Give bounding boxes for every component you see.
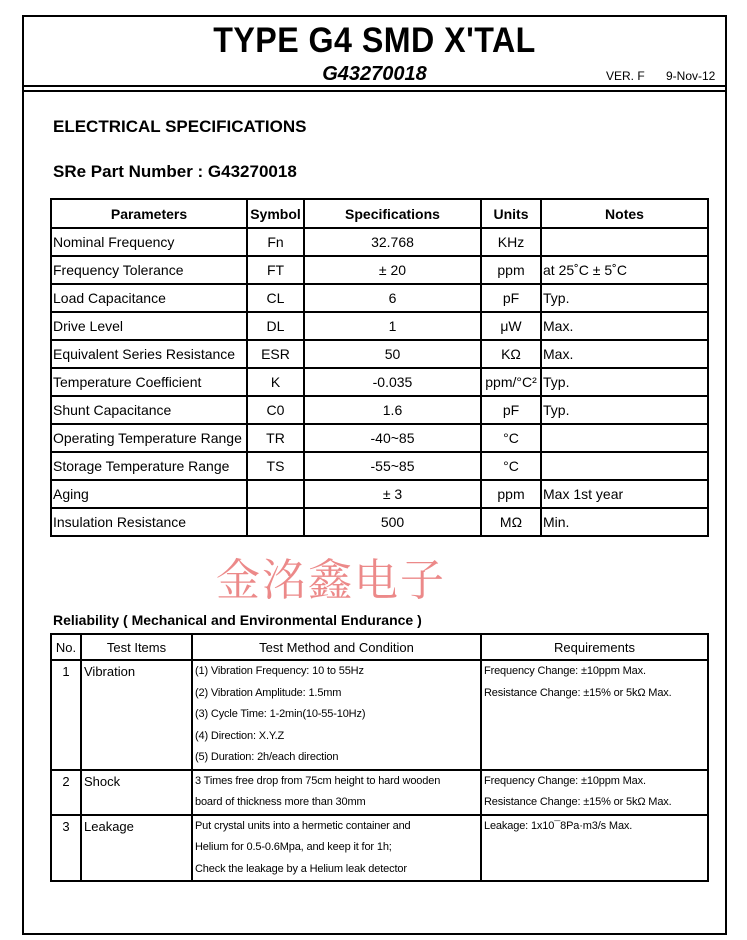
test-number: 1 [51, 660, 81, 770]
column-header: No. [51, 634, 81, 660]
header [24, 17, 725, 87]
table-row [51, 368, 708, 396]
requirement-line: Resistance Change: ±15% or 5kΩ Max. [484, 686, 672, 699]
table-cell: DL [247, 312, 304, 340]
header-row [51, 199, 708, 228]
document-title: TYPE G4 SMD X'TAL [213, 21, 536, 60]
column-header: Parameters [51, 199, 247, 228]
column-header: Test Items [81, 634, 192, 660]
requirements [481, 770, 708, 815]
table-cell: Load Capacitance [51, 284, 247, 312]
table-cell: pF [481, 284, 541, 312]
table-row [51, 284, 708, 312]
table-cell: ± 3 [304, 480, 481, 508]
test-item: Shock [81, 770, 192, 815]
table-row [51, 508, 708, 536]
table-cell [541, 228, 708, 256]
table-cell: ± 20 [304, 256, 481, 284]
table-row [51, 660, 708, 770]
table-cell: Equivalent Series Resistance [51, 340, 247, 368]
table-cell: Min. [541, 508, 708, 536]
table-cell: 500 [304, 508, 481, 536]
version: VER. F [606, 69, 645, 83]
requirement-line: Frequency Change: ±10ppm Max. [484, 774, 646, 787]
table-cell: Insulation Resistance [51, 508, 247, 536]
divider [24, 90, 725, 92]
watermark: 金洺鑫电子 [216, 555, 446, 606]
table-cell: 1.6 [304, 396, 481, 424]
section-title: ELECTRICAL SPECIFICATIONS [53, 117, 307, 136]
table-cell: Aging [51, 480, 247, 508]
table-cell [247, 480, 304, 508]
table-cell: C0 [247, 396, 304, 424]
table-cell: ppm/°C² [481, 368, 541, 396]
table-cell: at 25˚C ± 5˚C [541, 256, 708, 284]
table-cell: ESR [247, 340, 304, 368]
table-cell: Max. [541, 340, 708, 368]
table-cell: Max. [541, 312, 708, 340]
table-cell: FT [247, 256, 304, 284]
table-cell: Storage Temperature Range [51, 452, 247, 480]
table-cell: °C [481, 452, 541, 480]
table-cell: Fn [247, 228, 304, 256]
table-cell [541, 452, 708, 480]
table-row [51, 312, 708, 340]
test-method [192, 660, 481, 770]
table-cell: 1 [304, 312, 481, 340]
method-line: (2) Vibration Amplitude: 1.5mm [195, 686, 342, 699]
spec-table [50, 198, 709, 537]
table-cell: Temperature Coefficient [51, 368, 247, 396]
table-cell: -55~85 [304, 452, 481, 480]
test-number: 3 [51, 815, 81, 882]
table-cell: ppm [481, 480, 541, 508]
method-line: Check the leakage by a Helium leak detector [195, 862, 407, 875]
method-line: (1) Vibration Frequency: 10 to 55Hz [195, 665, 364, 677]
column-header: Symbol [247, 199, 304, 228]
method-line: (3) Cycle Time: 1-2min(10-55-10Hz) [195, 708, 366, 720]
part-number: G43270018 [322, 63, 427, 85]
table-cell: K [247, 368, 304, 396]
table-row [51, 396, 708, 424]
table-cell: Shunt Capacitance [51, 396, 247, 424]
table-cell: Operating Temperature Range [51, 424, 247, 452]
table-cell: pF [481, 396, 541, 424]
table-cell: Max 1st year [541, 480, 708, 508]
table-cell: Nominal Frequency [51, 228, 247, 256]
table-cell: °C [481, 424, 541, 452]
test-item: Vibration [81, 660, 192, 770]
table-cell [247, 508, 304, 536]
column-header: Specifications [304, 199, 481, 228]
table-cell: -40~85 [304, 424, 481, 452]
column-header: Requirements [481, 634, 708, 660]
method-line: board of thickness more than 30mm [195, 796, 366, 808]
method-line: (5) Duration: 2h/each direction [195, 751, 339, 763]
table-row [51, 452, 708, 480]
table-cell: Typ. [541, 284, 708, 312]
table-cell: TR [247, 424, 304, 452]
reliability-table [50, 633, 709, 882]
requirement-line: Frequency Change: ±10ppm Max. [484, 665, 646, 677]
table-row [51, 228, 708, 256]
table-cell: Typ. [541, 368, 708, 396]
requirements [481, 660, 708, 770]
table-cell: μW [481, 312, 541, 340]
date: 9-Nov-12 [666, 69, 716, 83]
table-cell: 32.768 [304, 228, 481, 256]
table-cell: MΩ [481, 508, 541, 536]
table-cell: CL [247, 284, 304, 312]
table-cell [541, 424, 708, 452]
part-number-label: SRe Part Number : G43270018 [53, 162, 297, 181]
column-header: Units [481, 199, 541, 228]
table-cell: KHz [481, 228, 541, 256]
table-cell: 50 [304, 340, 481, 368]
table-row [51, 424, 708, 452]
table-row [51, 256, 708, 284]
table-row [51, 815, 708, 882]
table-cell: Frequency Tolerance [51, 256, 247, 284]
table-cell: ppm [481, 256, 541, 284]
requirement-line: Resistance Change: ±15% or 5kΩ Max. [484, 796, 672, 808]
requirements [481, 815, 708, 882]
table-cell: Typ. [541, 396, 708, 424]
test-item: Leakage [81, 815, 192, 882]
method-line: Helium for 0.5-0.6Mpa, and keep it for 1h; [195, 841, 392, 853]
table-row [51, 770, 708, 815]
test-method [192, 815, 481, 882]
column-header: Test Method and Condition [192, 634, 481, 660]
reliability-title: Reliability ( Mechanical and Environmental Endurance ) [53, 612, 422, 628]
table-cell: KΩ [481, 340, 541, 368]
method-line: Put crystal units into a hermetic container and [195, 819, 411, 832]
method-line: (4) Direction: X.Y.Z [195, 729, 285, 742]
table-cell: TS [247, 452, 304, 480]
requirement-line: Leakage: 1x10¯8Pa·m3/s Max. [484, 819, 633, 832]
table-cell: -0.035 [304, 368, 481, 396]
table-row [51, 340, 708, 368]
test-number: 2 [51, 770, 81, 815]
table-cell: 6 [304, 284, 481, 312]
table-row [51, 480, 708, 508]
table-cell: Drive Level [51, 312, 247, 340]
test-method [192, 770, 481, 815]
header-row [51, 634, 708, 660]
method-line: 3 Times free drop from 75cm height to hard wooden [195, 774, 441, 787]
column-header: Notes [541, 199, 708, 228]
